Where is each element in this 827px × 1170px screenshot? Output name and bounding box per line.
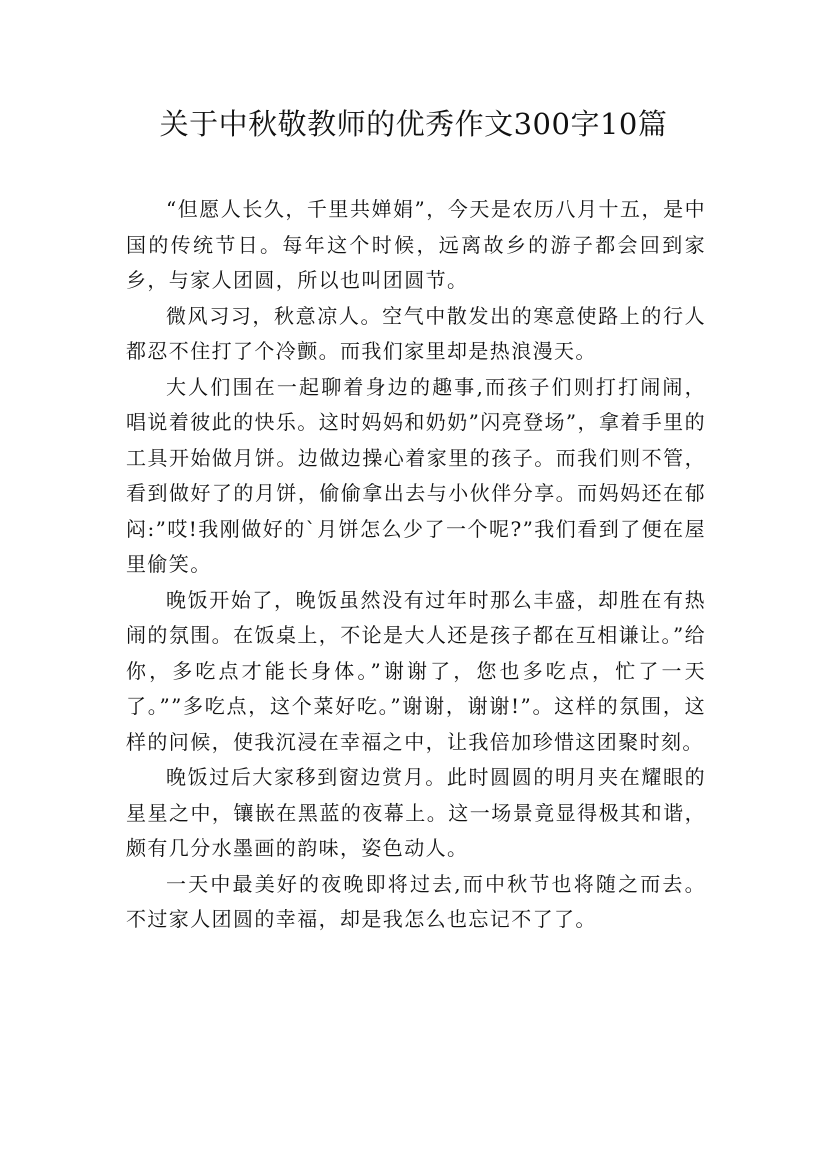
paragraph: 微风习习，秋意凉人。空气中散发出的寒意使路上的行人都忍不住打了个冷颤。而我们家里却是热浪漫天。 (126, 303, 706, 363)
paragraph: 晚饭过后大家移到窗边赏月。此时圆圆的明月夹在耀眼的星星之中，镶嵌在黑蓝的夜幕上。这一场景竟显得极其和谐，颇有几分水墨画的韵味，姿色动人。 (126, 765, 706, 860)
document-title: 关于中秋敬教师的优秀作文300字10篇 (159, 107, 668, 141)
paragraph: 晚饭开始了，晚饭虽然没有过年时那么丰盛，却胜在有热闹的氛围。在饭桌上，不论是大人还是孩子都在互相谦让。”给你，多吃点才能长身体。”谢谢了，您也多吃点，忙了一天了。””多吃点，这个菜好吃。”谢谢，谢谢!”。这样的氛围，这样的问候，使我沉浸在幸福之中，让我倍加珍惜这团聚时刻。 (126, 587, 706, 754)
paragraph: 一天中最美好的夜晚即将过去,而中秋节也将随之而去。不过家人团圆的幸福，却是我怎么也忘记不了了。 (126, 871, 706, 931)
paragraph: “但愿人长久，千里共婵娟”，今天是农历八月十五，是中国的传统节日。每年这个时候，远离故乡的游子都会回到家乡，与家人团圆，所以也叫团圆节。 (126, 197, 706, 292)
paragraph: 大人们围在一起聊着身边的趣事,而孩子们则打打闹闹，唱说着彼此的快乐。这时妈妈和奶奶”闪亮登场”，拿着手里的工具开始做月饼。边做边操心着家里的孩子。而我们则不管，看到做好了的月饼，偷偷拿出去与小伙伴分享。而妈妈还在郁闷:”哎!我刚做好的`月饼怎么少了一个呢?”我们看到了便在屋里偷笑。 (126, 374, 706, 576)
document-body (126, 192, 706, 938)
